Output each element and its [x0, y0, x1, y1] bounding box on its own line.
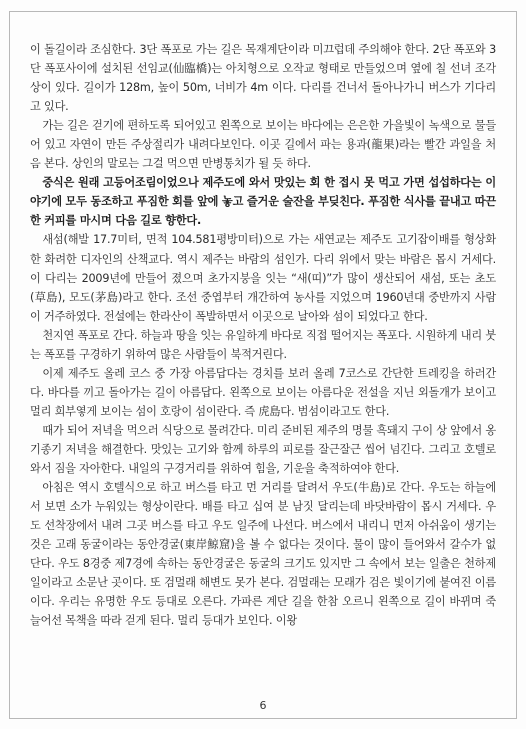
paragraph-lunch: 중식은 원래 고등어조림이었으나 제주도에 와서 맛있는 회 한 접시 못 먹고 가면 섭섭하다는 이야기에 모두 동조하고 푸짐한 회를 앞에 놓고 즐거운 술잔을 부딪친다. 푸짐한 식사를 끝내고 따끈한 커피를 마시며 다음 길로 향한다.	[30, 176, 496, 228]
paragraph-saeseom-bridge: 새섬(해발 17.7미터, 면적 104.581평방미터)으로 가는 새연교는 제주도 고기잡이배를 형상화한 화려한 디자인의 산책교다. 역시 제주는 바람의 섬인가. 다리 위에서 맞는 바람은 몹시 거세다. 이 다리는 2009년에 만들어 졌으며 초가지붕을 잇는 “새(띠)”가 많이 생산되어 새섬, 또는 초도(草島), 모도(茅島)라고 한다. 조선 중엽부터 개간하여 농사를 지었으며 1960년대 중반까지 사람이 거주하였다. 전설에는 한라산이 폭발하면서 이곳으로 날아와 섬이 되었다고 한다.	[30, 233, 496, 323]
paragraph-waterfall-stairs: 이 돌길이라 조심한다. 3단 폭포로 가는 길은 목재계단이라 미끄럽데 주의해야 한다. 2단 폭포와 3단 폭포사이에 설치된 선임교(仙臨橋)는 아치형으로 오작교 형태로 만들었으며 옆에 칠 선녀 조각상이 있다. 길이가 128m, 높이 50m, 너비가 4m 이다. 다리를 건너서 돌아나가니 버스가 기다리고 있다.	[30, 43, 496, 114]
paragraph-udo-island: 아침은 역시 호텔식으로 하고 버스를 타고 먼 거리를 달려서 우도(牛島)로 간다. 우도는 하늘에서 보면 소가 누워있는 형상이란다. 배를 타고 십여 분 남짓 달리는데 바닷바람이 몹시 거세다. 우도 선착장에서 내려 그곳 버스를 타고 우도 일주에 나선다. 버스에서 내리니 먼저 아쉬움이 생기는 것은 고래 동굴이라는 동안경굴(東岸鯨窟)을 볼 수 없다는 것이다. 물이 많이 들어와서 갈수가 없단다. 우도 8경중 제7경에 속하는 동안경굴은 동굴의 크기도 있지만 그 속에서 보는 일출은 천하제일이라고 소문난 곳이다. 또 검멀래 해변도 못가 본다. 검멀래는 모래가 검은 빛이기에 붙여진 이름이다. 우리는 유명한 우도 등대로 오른다. 가파른 계단 길을 한참 오르니 왼쪽으로 길이 바뀌며 죽 늘어선 목책을 따라 걷게 된다. 멀리 등대가 보인다. 이왕	[30, 481, 496, 628]
paragraph-dinner: 때가 되어 저녁을 먹으러 식당으로 몰려간다. 미리 준비된 제주의 명물 흑돼지 구이 상 앞에서 옹기종기 저녁을 해결한다. 맛있는 고기와 함께 하루의 피로를 잘근잘근 씹어 넘긴다. 그리고 호텔로 와서 짐을 자아한다. 내일의 구경거리를 위하여 힘을, 기운을 축적하여야 한다.	[30, 423, 496, 476]
page-number: 6	[259, 699, 267, 712]
paragraph-cheonjiyeon-falls: 천지연 폭포로 간다. 하늘과 땅을 잇는 유일하게 바다로 직접 떨어지는 폭포다. 시원하게 내리 붓는 폭포를 구경하기 위하여 많은 사람들이 북적거린다.	[30, 328, 496, 361]
body-text	[30, 40, 496, 630]
paragraph-coastal-walk: 가는 길은 걷기에 편하도록 되어있고 왼쪽으로 보이는 바다에는 은은한 가을빛이 녹색으로 물들어 있고 자연이 만든 주상절리가 내려다보인다. 이곳 길에서 파는 용과(龍果)라는 빨간 과일을 처음 본다. 상인의 말로는 그걸 먹으면 만병통치가 될 듯 하다.	[30, 119, 496, 171]
paragraph-olle-trail: 이제 제주도 올레 코스 중 가장 아름답다는 경치를 보러 올레 7코스로 간단한 트레킹을 하러간다. 바다를 끼고 돌아가는 길이 아름답다. 왼쪽으로 보이는 아름다운 전설을 지닌 외돌개가 보이고 멀리 희부옇게 보이는 섬이 호랑이 섬이란다. 즉 虎島다. 범섬이라고도 한다.	[30, 366, 496, 418]
